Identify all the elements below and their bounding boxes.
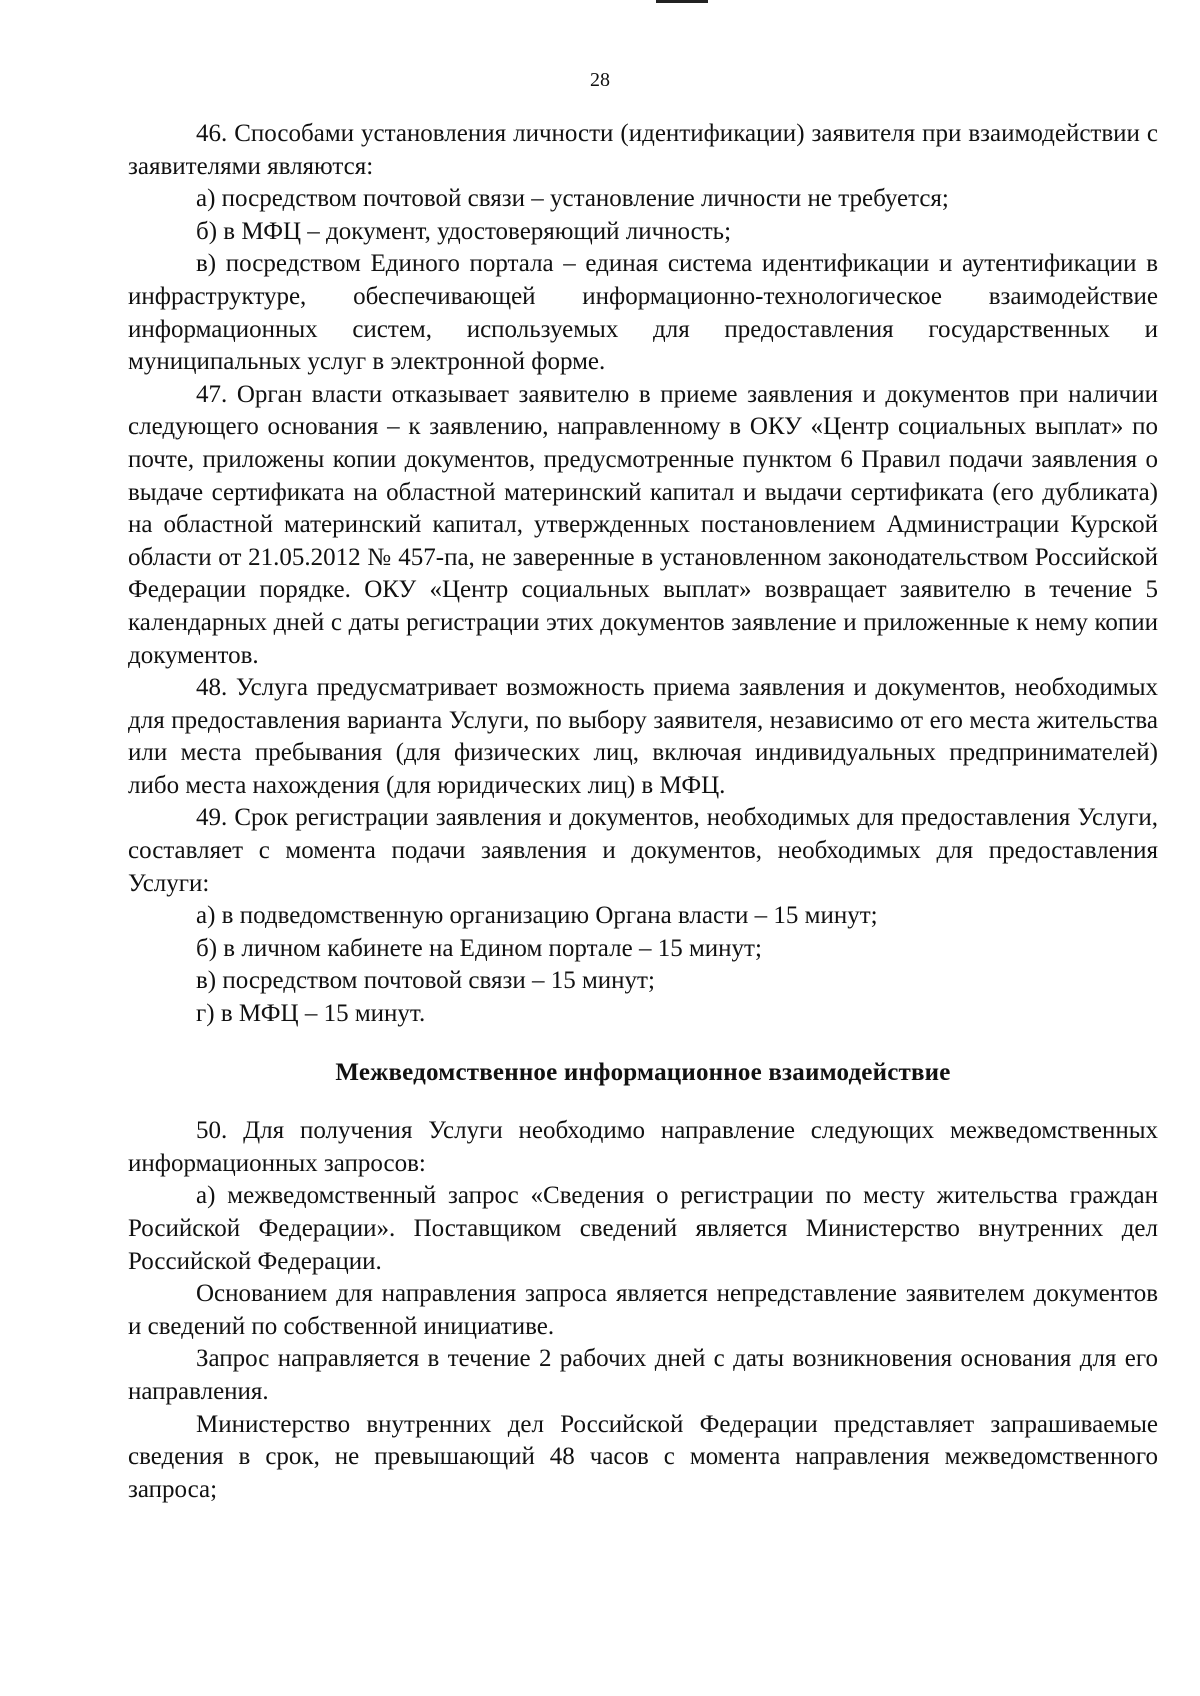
- paragraph-response-timing: Министерство внутренних дел Российской Федерации представляет запрашиваемые сведения в срок, не превышающий 48 часов с момента направления межведомственного запроса;: [128, 1410, 1158, 1503]
- paragraph-47: 47. Орган власти отказывает заявителю в приеме заявления и документов при наличии следующего основания – к заявлению, направленному в ОКУ «Центр социальных выплат» по почте, приложены копии документов, предусмотренные пунктом 6 Правил подачи заявления о выдаче сертификата на областной материнский капитал и выдачи сертификата (его дубликата) на областной материнский капитал, утвержденных постановлением Администрации Курской области от 21.05.2012 № 457-па, не заверенные в установленном законодательством Российской Федерации порядке. ОКУ «Центр социальных выплат» возвращает заявителю в течение 5 календарных дней с даты регистрации этих документов заявление и приложенные к нему копии документов.: [128, 380, 1158, 669]
- list-item-49d: г) в МФЦ – 15 минут.: [196, 1000, 426, 1028]
- list-item-50a: а) межведомственный запрос «Сведения о регистрации по месту жительства граждан Росийской Федерации». Поставщиком сведений является Министерство внутренних дел Российской Федерации.: [128, 1182, 1158, 1275]
- paragraph-request-basis: Основанием для направления запроса является непредставление заявителем документов и сведений по собственной инициативе.: [128, 1280, 1158, 1340]
- paragraph-50: 50. Для получения Услуги необходимо направление следующих межведомственных информационных запросов:: [128, 1117, 1158, 1177]
- paragraph-46: 46. Способами установления личности (идентификации) заявителя при взаимодействии с заявителями являются:: [128, 120, 1158, 180]
- paragraph-48: 48. Услуга предусматривает возможность приема заявления и документов, необходимых для предоставления варианта Услуги, по выбору заявителя, независимо от его места жительства или места пребывания (для физических лиц, включая индивидуальных предпринимателей) либо места нахождения (для юридических лиц) в МФЦ.: [128, 674, 1158, 799]
- paragraph-request-timing: Запрос направляется в течение 2 рабочих дней с даты возникновения основания для его направления.: [128, 1345, 1158, 1405]
- list-item-46c: в) посредством Единого портала – единая система идентификации и аутентификации в инфраструктуре, обеспечивающей информационно-технологическое взаимодействие информационных систем, используемых для предоставления государственных и муниципальных услуг в электронной форме.: [128, 250, 1158, 376]
- paragraph-49: 49. Срок регистрации заявления и документов, необходимых для предоставления Услуги, составляет с момента подачи заявления и документов, необходимых для предоставления Услуги:: [128, 804, 1158, 897]
- list-item-49c: в) посредством почтовой связи – 15 минут;: [196, 967, 655, 995]
- section-heading: Межведомственное информационное взаимодействие: [335, 1058, 951, 1086]
- scan-artifact-line: [656, 0, 708, 3]
- page-number: 28: [590, 69, 610, 91]
- list-item-46a: а) посредством почтовой связи – установление личности не требуется;: [196, 185, 949, 213]
- list-item-49b: б) в личном кабинете на Едином портале – 15 минут;: [196, 934, 762, 962]
- document-body: [128, 118, 1158, 1506]
- list-item-49a: а) в подведомственную организацию Органа власти – 15 минут;: [196, 902, 878, 930]
- list-item-46b: б) в МФЦ – документ, удостоверяющий личность;: [196, 217, 732, 245]
